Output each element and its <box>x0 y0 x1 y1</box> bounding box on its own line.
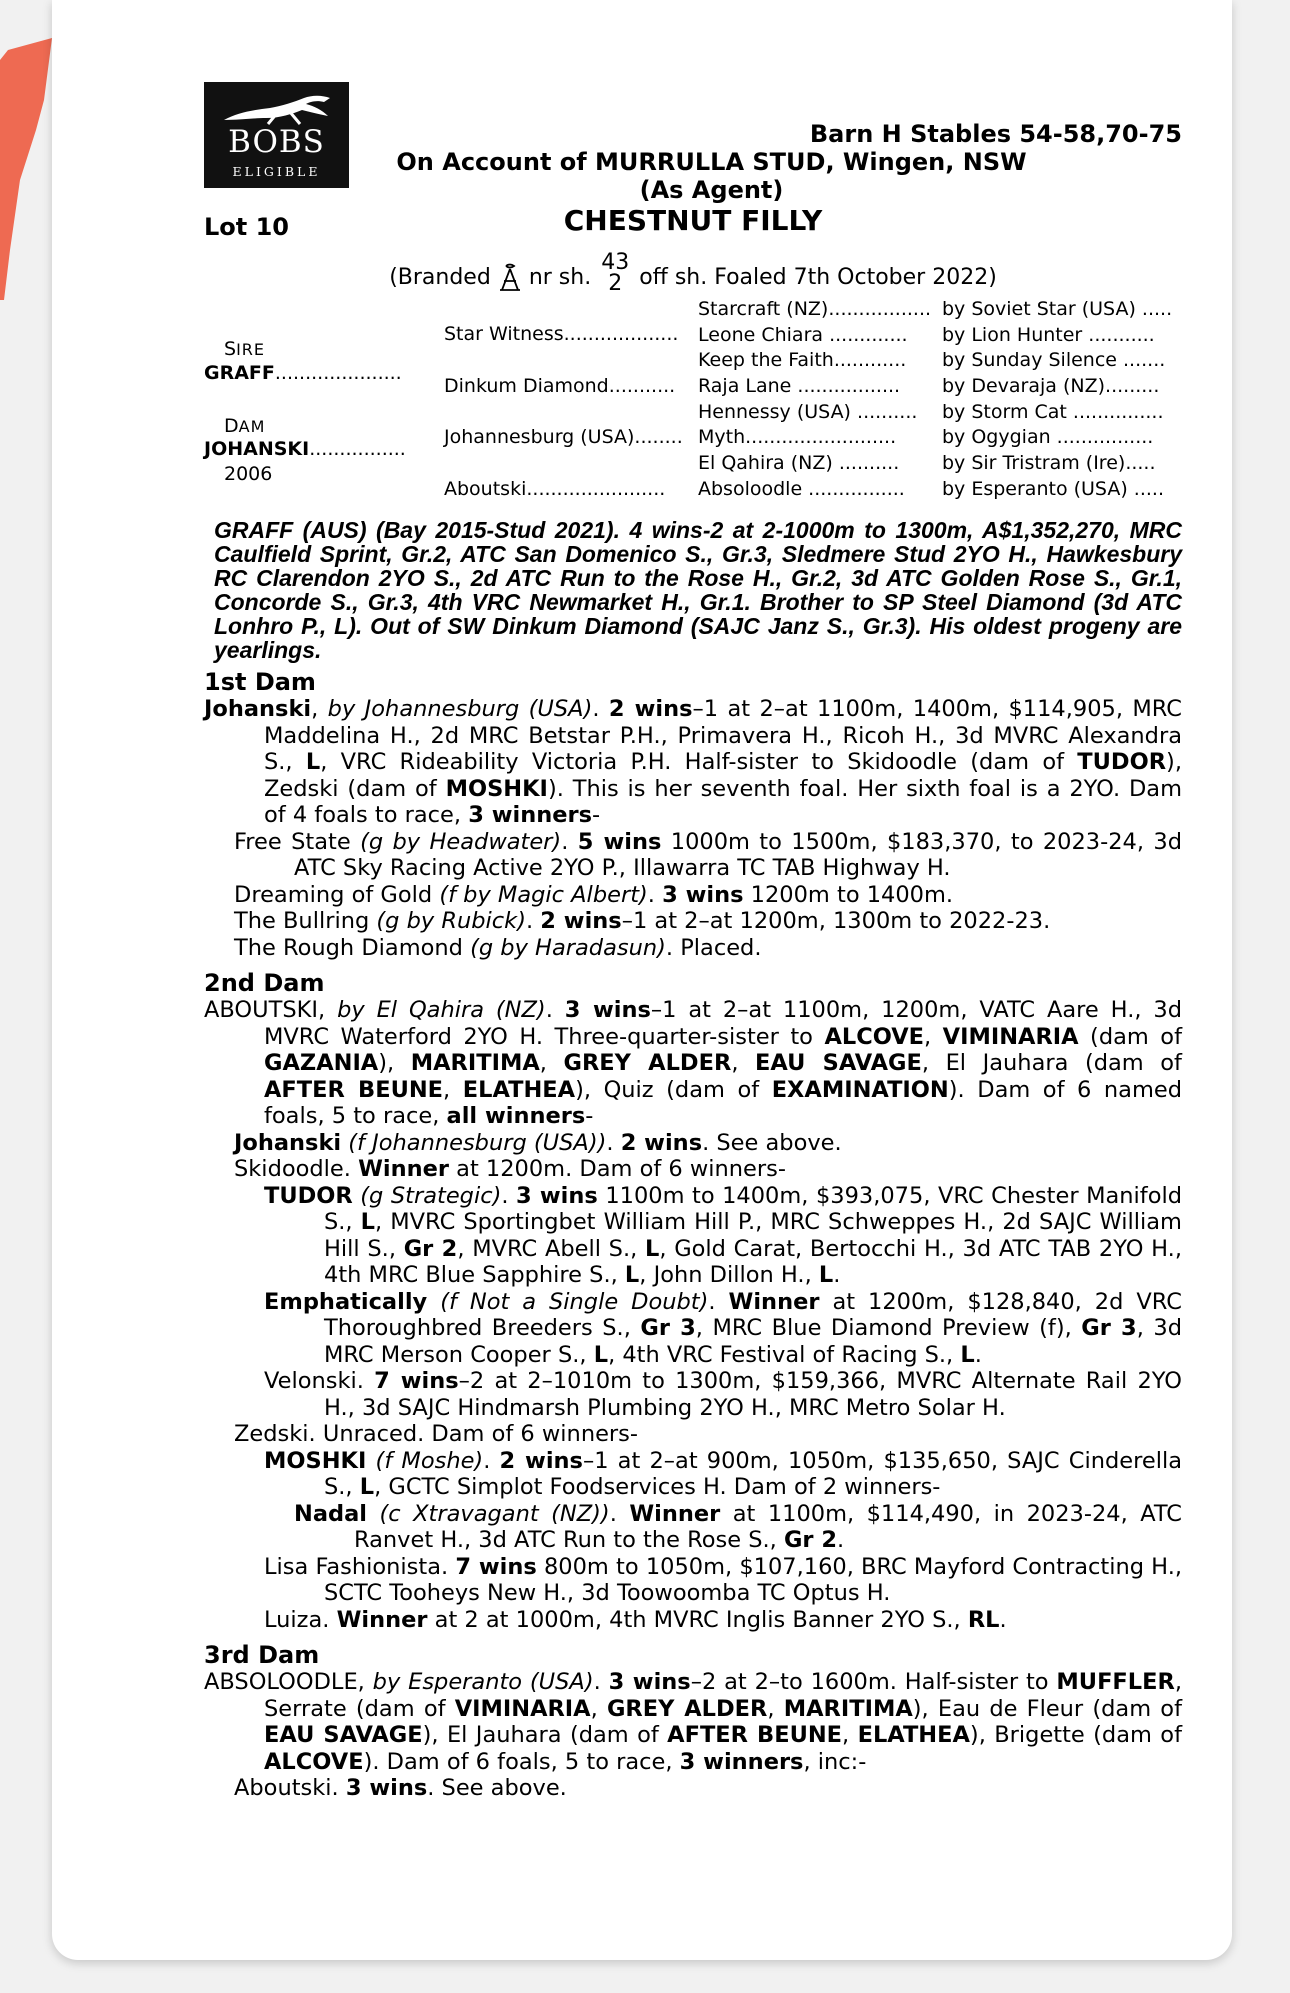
vendor-account <box>384 148 1039 204</box>
vendor-line-2: (As Agent) <box>639 176 784 204</box>
foal-nadal: Nadal (c Xtravagant (NZ)). Winner at 1100m, $114,490, in 2023-24, ATC Ranvet H., 3d ATC Run to the Rose S., Gr 2. <box>294 1500 1182 1553</box>
ped-g4-6: by Ogygian ................ <box>942 426 1154 448</box>
dam-name: JOHANSKI................ <box>204 438 406 460</box>
lot-title: CHESTNUT FILLY <box>563 204 823 237</box>
first-dam-heading: 1st Dam <box>204 668 316 696</box>
racehorse-icon <box>218 90 336 126</box>
ped-g4-2: by Lion Hunter ........... <box>942 324 1155 346</box>
brand-number-bottom: 2 <box>608 271 623 296</box>
foal-velonski: Velonski. 7 wins–2 at 2–1010m to 1300m, $159,366, MVRC Alternate Rail 2YO H., 3d SAJC Hindmarsh Plumbing 2YO H., MRC Metro Solar H. <box>264 1368 1182 1421</box>
ped-g4-8: by Esperanto (USA) ..... <box>942 478 1165 500</box>
bookmark-ribbon <box>0 20 55 300</box>
brand-number <box>601 252 629 294</box>
brand-near-side: nr sh. <box>528 264 592 290</box>
foal-free-state: Free State (g by Headwater). 5 wins 1000m to 1500m, $183,370, to 2023-24, 3d ATC Sky Racing Active 2YO P., Illawarra TC TAB Highway H. <box>234 828 1182 881</box>
family-sections <box>204 668 1182 1810</box>
bobs-eligible-logo <box>204 82 349 188</box>
barn-location: Barn H Stables 54-58,70-75 <box>809 120 1182 148</box>
first-dam-summary: Johanski, by Johannesburg (USA). 2 wins–1 at 2–at 1100m, 1400m, $114,905, MRC Maddelina H., 2d MRC Betstar P.H., Primavera H., Ricoh H., 3d MVRC Alexandra S., L, VRC Rideability Victoria P.H. Half-sister to Skidoodle (dam of TUDOR), Zedski (dam of MOSHKI). This is her seventh foal. Her sixth foal is a 2YO. Dam of 4 foals to race, 3 winners- <box>204 696 1183 828</box>
ped-g4-5: by Storm Cat ............... <box>942 401 1164 423</box>
foal-emphatically: Emphatically (f Not a Single Doubt). Winner at 1200m, $128,840, 2d VRC Thoroughbred Breeders S., Gr 3, MRC Blue Diamond Preview (f), Gr 3, 3d MRC Merson Cooper S., L, 4th VRC Festival of Racing S., L. <box>264 1288 1182 1368</box>
vendor-line-1: On Account of MURRULLA STUD, Wingen, NSW <box>396 148 1027 176</box>
logo-title: BOBS <box>228 124 325 160</box>
first-dam-section <box>204 668 1182 961</box>
ped-g4-4: by Devaraja (NZ)......... <box>942 375 1160 397</box>
foal-aboutski: Aboutski. 3 wins. See above. <box>234 1775 567 1801</box>
brand-prefix: (Branded <box>389 264 491 290</box>
foal-the-rough-diamond: The Rough Diamond (g by Haradasun). Placed. <box>234 934 762 961</box>
sire-sire: Star Witness................... <box>444 323 679 345</box>
brand-mark-icon <box>497 263 523 293</box>
ped-g3-2: Leone Chiara ............. <box>698 324 908 346</box>
foal-johanski: Johanski (f Johannesburg (USA)). 2 wins. See above. <box>234 1129 842 1156</box>
catalogue-page <box>52 0 1232 1960</box>
second-dam-section <box>204 969 1182 1633</box>
ped-g3-1: Starcraft (NZ)................. <box>698 298 932 320</box>
dam-label: DAM <box>224 415 266 437</box>
ped-g3-8: Absoloodle ................ <box>698 478 905 500</box>
foal-tudor: TUDOR (g Strategic). 3 wins 1100m to 1400m, $393,075, VRC Chester Manifold S., L, MVRC Sportingbet William Hill P., MRC Schweppes H., 2d SAJC William Hill S., Gr 2, MVRC Abell S., L, Gold Carat, Bertocchi H., 3d ATC TAB 2YO H., 4th MRC Blue Sapphire S., L, John Dillon H., L. <box>264 1182 1183 1288</box>
dam-dam: Aboutski....................... <box>444 478 666 500</box>
third-dam-section <box>204 1641 1182 1802</box>
logo-subtitle: ELIGIBLE <box>232 164 321 179</box>
second-dam-summary: ABOUTSKI, by El Qahira (NZ). 3 wins–1 at 2–at 1100m, 1200m, VATC Aare H., 3d MVRC Waterford 2YO H. Three-quarter-sister to ALCOVE, VIMINARIA (dam of GAZANIA), MARITIMA, GREY ALDER, EAU SAVAGE, El Jauhara (dam of AFTER BEUNE, ELATHEA), Quiz (dam of EXAMINATION). Dam of 6 named foals, 5 to race, all winners- <box>204 997 1182 1129</box>
foal-lisa-fashionista: Lisa Fashionista. 7 wins 800m to 1050m, $107,160, BRC Mayford Contracting H., SCTC Tooheys New H., 3d Toowoomba TC Optus H. <box>264 1553 1183 1606</box>
sire-label: SIRE <box>224 338 266 360</box>
dam-sire: Johannesburg (USA)........ <box>444 426 683 448</box>
foal-luiza: Luiza. Winner at 2 at 1000m, 4th MVRC Inglis Banner 2YO S., RL. <box>264 1606 1007 1633</box>
second-dam-heading: 2nd Dam <box>204 969 325 997</box>
ped-g3-6: Myth......................... <box>698 426 897 448</box>
ped-g4-3: by Sunday Silence ....... <box>942 349 1166 371</box>
sire-name: GRAFF..................... <box>204 362 402 384</box>
ped-g4-7: by Sir Tristram (Ire)..... <box>942 452 1156 474</box>
lot-number: Lot 10 <box>204 213 290 241</box>
ped-g3-7: El Qahira (NZ) .......... <box>698 452 900 474</box>
dam-foaled-year: 2006 <box>224 463 273 485</box>
foal-moshki: MOSHKI (f Moshe). 2 wins–1 at 2–at 900m, 1050m, $135,650, SAJC Cinderella S., L, GCTC Simplot Foodservices H. Dam of 2 winners- <box>264 1447 1182 1500</box>
sire-dam: Dinkum Diamond........... <box>444 375 676 397</box>
foal-skidoodle: Skidoodle. Winner at 1200m. Dam of 6 winners- <box>234 1156 786 1182</box>
foal-zedski: Zedski. Unraced. Dam of 6 winners- <box>234 1421 639 1447</box>
ped-g3-5: Hennessy (USA) .......... <box>698 401 918 423</box>
pedigree-table <box>204 296 1182 506</box>
foal-dreaming-of-gold: Dreaming of Gold (f by Magic Albert). 3 wins 1200m to 1400m. <box>234 881 954 908</box>
third-dam-summary: ABSOLOODLE, by Esperanto (USA). 3 wins–2 at 2–to 1600m. Half-sister to MUFFLER, Serrate (dam of VIMINARIA, GREY ALDER, MARITIMA), Eau de Fleur (dam of EAU SAVAGE), El Jauhara (dam of AFTER BEUNE, ELATHEA), Brigette (dam of ALCOVE). Dam of 6 foals, 5 to race, 3 winners, inc:- <box>204 1669 1182 1775</box>
brand-number-top: 43 <box>601 250 630 275</box>
brand-suffix: off sh. Foaled 7th October 2022) <box>639 264 997 290</box>
third-dam-heading: 3rd Dam <box>204 1641 320 1669</box>
ped-g4-1: by Soviet Star (USA) ..... <box>942 298 1173 320</box>
ped-g3-4: Raja Lane ................. <box>698 375 901 397</box>
sire-summary: GRAFF (AUS) (Bay 2015-Stud 2021). 4 wins-2 at 2-1000m to 1300m, A$1,352,270, MRC Caulfield Sprint, Gr.2, ATC San Domenico S., Gr.3, Sledmere Stud 2YO H., Hawkesbury RC Clarendon 2YO S., 2d ATC Run to the Rose H., Gr.2, 3d ATC Golden Rose S., Gr.1, Concorde S., Gr.3, 4th VRC Newmarket H., Gr.1. Brother to SP Steel Diamond (3d ATC Lonhro P., L). Out of SW Dinkum Diamond (SAJC Janz S., Gr.3). His oldest progeny are yearlings. <box>214 517 1182 663</box>
foal-the-bullring: The Bullring (g by Rubick). 2 wins–1 at 2–at 1200m, 1300m to 2022-23. <box>234 908 1051 934</box>
ped-g3-3: Keep the Faith............ <box>698 349 907 371</box>
